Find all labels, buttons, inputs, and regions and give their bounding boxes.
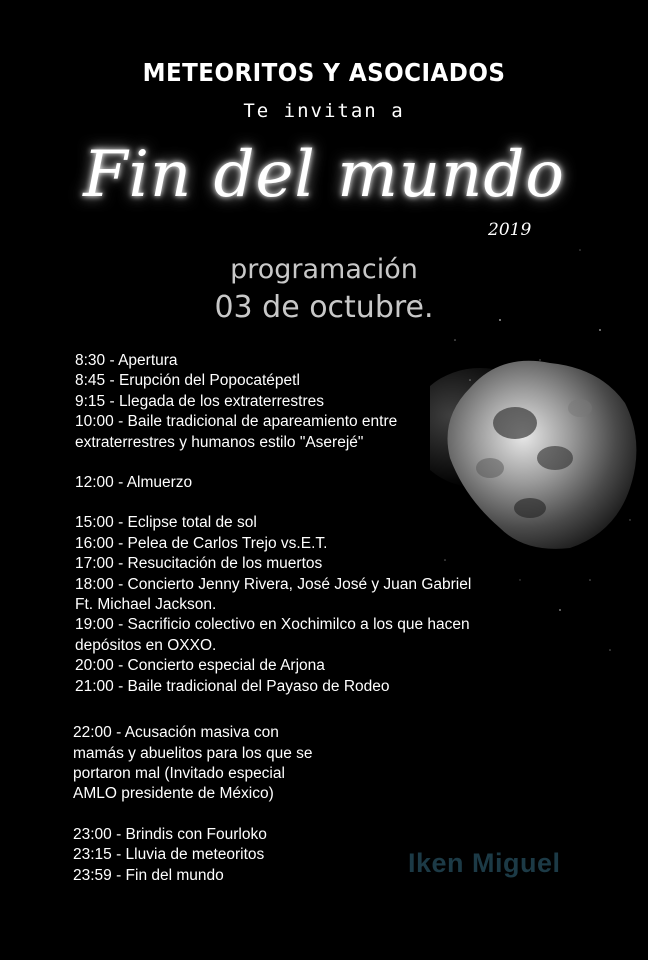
program-date: 03 de octubre. [214,290,434,325]
schedule-item: 10:00 - Baile tradicional de apareamiento entre [75,413,398,431]
schedule-item: 16:00 - Pelea de Carlos Trejo vs.E.T. [75,534,328,552]
schedule-item: 23:00 - Brindis con Fourloko [73,825,267,843]
schedule-item: 15:00 - Eclipse total de sol [75,514,257,532]
schedule-item: 22:00 - Acusación masiva con [73,724,279,742]
schedule-item: 18:00 - Concierto Jenny Rivera, José José y Juan Gabriel [75,575,472,593]
schedule-item: extraterrestres y humanos estilo "Aserejé" [75,433,364,451]
schedule-item: AMLO presidente de México) [73,785,274,803]
schedule-item: 9:15 - Llegada de los extraterrestres [75,392,324,410]
schedule-list [75,351,555,886]
author-signature: Iken Miguel [408,848,561,878]
schedule-item: 23:15 - Lluvia de meteoritos [73,846,265,864]
schedule-item: Ft. Michael Jackson. [75,596,217,614]
schedule-item: 21:00 - Baile tradicional del Payaso de Rodeo [75,677,390,695]
event-year: 2019 [488,220,532,240]
schedule-item: 8:45 - Erupción del Popocatépetl [75,372,300,390]
event-title: Fin del mundo [83,138,565,212]
schedule-item: mamás y abuelitos para los que se [73,744,313,762]
program-label: programación [230,254,418,285]
schedule-item: 23:59 - Fin del mundo [73,866,224,884]
schedule-item: portaron mal (Invitado especial [73,764,285,782]
schedule-item: depósitos en OXXO. [75,636,217,654]
schedule-item: 19:00 - Sacrificio colectivo en Xochimilco a los que hacen [75,616,470,634]
schedule-item: 17:00 - Resucitación de los muertos [75,555,323,573]
schedule-item: 8:30 - Apertura [75,352,178,369]
invite-text: Te invitan a [243,100,405,122]
schedule-item: 12:00 - Almuerzo [75,474,193,492]
organizer-title: METEORITOS Y ASOCIADOS [142,58,506,87]
schedule-item: 20:00 - Concierto especial de Arjona [75,657,325,675]
